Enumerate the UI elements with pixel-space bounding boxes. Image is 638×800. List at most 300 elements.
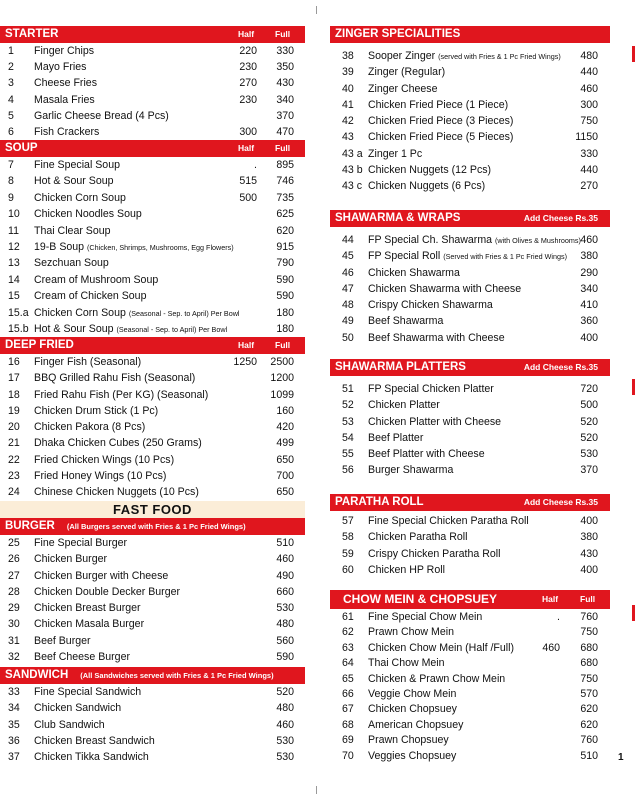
menu-item-row: [0, 223, 305, 239]
menu-item-row: [330, 414, 610, 430]
section-header: [330, 210, 610, 227]
item-name-text: Beef Burger: [34, 634, 91, 647]
full-price: 700: [276, 470, 294, 483]
item-name-text: Chicken Breast Sandwich: [34, 734, 155, 747]
item-number: 9: [8, 191, 14, 204]
full-price: 490: [276, 569, 294, 582]
item-number: 16: [8, 356, 20, 368]
item-name: [368, 687, 456, 702]
item-name: [34, 403, 158, 419]
item-name-text: Burger Shawarma: [368, 464, 454, 477]
item-number: 8: [8, 175, 14, 188]
item-name-text: Cream of Chicken Soup: [34, 290, 147, 303]
item-name: [368, 610, 482, 625]
item-number: 49: [342, 315, 354, 328]
menu-item-row: [330, 641, 610, 656]
full-price: 330: [276, 45, 294, 57]
full-price: 480: [276, 702, 294, 715]
item-name-text: Zinger (Regular): [368, 66, 446, 79]
menu-item-row: [0, 354, 305, 370]
section-header: [330, 26, 610, 43]
item-number: 62: [342, 626, 354, 639]
item-name: [34, 733, 155, 749]
full-price: 460: [580, 234, 598, 246]
full-price: 499: [276, 437, 294, 450]
menu-item-row: [330, 281, 610, 297]
full-price: 520: [580, 431, 598, 444]
menu-item-row: [330, 513, 610, 529]
item-number: 32: [8, 651, 20, 664]
full-price: 530: [276, 602, 294, 615]
item-name: [368, 178, 485, 194]
item-number: 60: [342, 563, 354, 576]
item-number: 14: [8, 273, 20, 286]
item-name: [34, 255, 109, 271]
menu-item-row: [0, 75, 305, 91]
full-price: 520: [580, 415, 598, 428]
item-name-text: Beef Platter: [368, 431, 424, 444]
menu-item-row: [330, 625, 610, 640]
item-name: [368, 641, 514, 656]
full-price: 750: [580, 115, 598, 128]
full-price: 360: [580, 315, 598, 328]
full-price: 625: [276, 208, 294, 221]
menu-item-row: [330, 430, 610, 446]
item-name: [34, 600, 141, 616]
add-cheese-note: Add Cheese Rs.35: [523, 497, 598, 507]
item-name: [34, 288, 146, 304]
menu-item-row: [0, 173, 305, 189]
menu-item-row: [0, 633, 305, 649]
item-name-text: Hot & Sour Soup: [34, 175, 114, 188]
full-price: 180: [276, 306, 294, 319]
item-name: [368, 462, 453, 478]
item-name-text: Chicken Double Decker Burger: [34, 585, 181, 598]
platters-section: [330, 359, 610, 479]
full-price: 520: [276, 686, 294, 698]
item-name: [34, 206, 142, 222]
item-name: [34, 568, 168, 584]
item-name-text: Chicken Shawarma with Cheese: [368, 282, 522, 295]
item-name-text: Veggie Chow Mein: [368, 687, 457, 700]
menu-item-row: [330, 546, 610, 562]
item-name-text: Chicken Corn Soup: [34, 306, 126, 319]
half-label: Half: [238, 340, 255, 350]
item-name: [34, 452, 174, 468]
item-number: 20: [8, 421, 20, 434]
item-number: 66: [342, 687, 354, 700]
menu-item-row: [0, 59, 305, 75]
item-number: 65: [342, 672, 354, 685]
menu-item-row: [0, 584, 305, 600]
item-number: 54: [342, 431, 354, 444]
half-price: 270: [239, 77, 257, 90]
menu-item-row: [330, 718, 610, 733]
item-name-text: Chicken Fried Piece (1 Piece): [368, 98, 509, 111]
item-number: 30: [8, 618, 20, 631]
item-number: 46: [342, 266, 354, 279]
item-number: 12: [8, 240, 20, 253]
fast-food-banner: FAST FOOD: [0, 501, 305, 518]
half-price: 230: [239, 61, 257, 74]
item-name-text: Chicken Pakora (8 Pcs): [34, 421, 146, 434]
full-price: 410: [580, 299, 598, 312]
item-number: 31: [8, 634, 20, 647]
menu-item-row: [330, 248, 610, 264]
menu-item-row: [330, 129, 610, 145]
item-note: (Seasonal - Sep. to April) Per Bowl: [116, 324, 228, 334]
menu-item-row: [330, 113, 610, 129]
menu-item-row: [330, 529, 610, 545]
item-name: [368, 749, 456, 764]
item-name: [34, 173, 114, 189]
item-name-text: Fine Special Sandwich: [34, 686, 142, 698]
item-number: 50: [342, 331, 354, 344]
menu-item-row: [330, 610, 610, 625]
item-name: [34, 305, 240, 322]
menu-item-row: [0, 403, 305, 419]
full-price: 180: [276, 322, 294, 335]
item-number: 15.a: [8, 306, 29, 319]
full-price: 440: [580, 66, 598, 79]
zinger-section: [330, 26, 610, 195]
half-price: 230: [239, 93, 257, 106]
full-price: 530: [580, 448, 598, 461]
full-price: 620: [580, 703, 598, 716]
item-name: [368, 232, 581, 249]
full-price: 430: [580, 547, 598, 560]
item-number: 24: [8, 486, 20, 499]
item-name: [34, 108, 169, 124]
item-number: 44: [342, 234, 354, 246]
item-name-text: Chinese Chicken Nuggets (10 Pcs): [34, 486, 199, 499]
item-name: [368, 113, 513, 129]
menu-item-row: [330, 446, 610, 462]
item-number: 10: [8, 208, 20, 221]
menu-item-row: [0, 452, 305, 468]
menu-item-row: [330, 48, 610, 64]
menu-item-row: [330, 330, 610, 346]
menu-item-row: [330, 733, 610, 748]
item-name-text: Zinger 1 Pc: [368, 147, 423, 160]
item-name-text: Veggies Chopsuey: [368, 749, 457, 762]
menu-item-row: [330, 162, 610, 178]
item-name-text: Chicken Drum Stick (1 Pc): [34, 404, 159, 417]
item-name-text: Dhaka Chicken Cubes (250 Grams): [34, 437, 202, 450]
item-name-text: Garlic Cheese Bread (4 Pcs): [34, 109, 169, 122]
item-name-text: 19-B Soup: [34, 240, 85, 253]
menu-item-row: [0, 684, 305, 700]
item-number: 51: [342, 383, 354, 395]
menu-item-row: [0, 435, 305, 451]
item-name-text: Chicken Nuggets (12 Pcs): [368, 164, 492, 177]
item-number: 63: [342, 641, 354, 654]
item-number: 5: [8, 109, 14, 122]
item-number: 29: [8, 602, 20, 615]
full-price: 680: [580, 641, 598, 654]
sandwich-section: [0, 667, 305, 765]
section-header: [330, 359, 610, 376]
item-number: 43: [342, 131, 354, 144]
half-price: 460: [542, 641, 560, 654]
full-price: 440: [580, 164, 598, 177]
full-price: 500: [580, 399, 598, 412]
menu-item-row: [0, 370, 305, 386]
full-price: 750: [580, 626, 598, 639]
item-name-text: Chicken Fried Piece (3 Pieces): [368, 115, 514, 128]
menu-item-row: [0, 468, 305, 484]
full-price: 380: [580, 250, 598, 263]
item-name-text: Prawn Chow Mein: [368, 626, 454, 639]
shawarma-section: [330, 210, 610, 346]
item-name-text: Crispy Chicken Paratha Roll: [368, 547, 501, 560]
item-number: 19: [8, 404, 20, 417]
crop-mark: [316, 786, 317, 794]
item-name: [368, 381, 494, 397]
menu-item-row: [330, 749, 610, 764]
full-price: 915: [276, 240, 294, 253]
edge-mark: [632, 605, 635, 621]
item-number: 11: [8, 224, 19, 237]
item-name: [368, 625, 454, 640]
item-note: (Seasonal - Sep. to April) Per Bowl: [128, 308, 240, 318]
item-name: [368, 265, 460, 281]
full-price: 1200: [270, 372, 294, 385]
item-name: [34, 468, 166, 484]
item-number: 36: [8, 734, 20, 747]
full-price: 895: [276, 159, 294, 171]
item-name-text: Mayo Fries: [34, 61, 87, 74]
full-price: 400: [580, 515, 598, 527]
full-price: 420: [276, 421, 294, 434]
item-name-text: Fried Chicken Wings (10 Pcs): [34, 453, 175, 466]
full-price: 650: [276, 453, 294, 466]
paratha-section: [330, 494, 610, 578]
item-name: [34, 749, 149, 765]
section-title: SHAWARMA PLATTERS: [335, 361, 466, 373]
item-name: [368, 297, 493, 313]
item-number: 40: [342, 82, 354, 95]
item-number: 13: [8, 257, 20, 270]
full-price: 290: [580, 266, 598, 279]
full-price: 680: [580, 657, 598, 670]
item-name: [34, 43, 94, 59]
item-name-text: Chicken Burger: [34, 553, 108, 566]
item-name: [368, 562, 445, 578]
menu-item-row: [330, 562, 610, 578]
item-name-text: Fine Special Burger: [34, 537, 128, 549]
chowmein-section: [330, 590, 610, 764]
item-name: [368, 546, 500, 562]
edge-mark: [632, 379, 635, 395]
menu-item-row: [0, 484, 305, 500]
menu-item-row: [330, 672, 610, 687]
full-label: Full: [275, 340, 291, 350]
item-name: [34, 239, 234, 256]
item-number: 70: [342, 749, 354, 762]
section-title: PARATHA ROLL: [335, 496, 424, 508]
item-name: [34, 717, 105, 733]
item-name-text: Fine Special Soup: [34, 159, 120, 171]
half-price: 300: [239, 125, 257, 138]
menu-item-row: [330, 656, 610, 671]
item-name: [368, 446, 485, 462]
section-note: (All Sandwiches served with Fries & 1 Pc Fried Wings): [80, 671, 274, 680]
full-price: 510: [276, 537, 294, 549]
menu-item-row: [330, 265, 610, 281]
full-price: 620: [580, 718, 598, 731]
menu-item-row: [330, 397, 610, 413]
item-name: [368, 248, 567, 265]
item-name-text: BBQ Grilled Rahu Fish (Seasonal): [34, 372, 196, 385]
full-price: 570: [580, 687, 598, 700]
item-name: [34, 370, 195, 386]
section-title: DEEP FRIED: [5, 339, 74, 351]
item-name: [368, 81, 438, 97]
full-price: 400: [580, 331, 598, 344]
half-label: Half: [542, 594, 559, 604]
item-number: 4: [8, 93, 14, 106]
full-price: 560: [276, 634, 294, 647]
menu-item-row: [0, 108, 305, 124]
item-name: [368, 97, 508, 113]
section-title: SOUP: [5, 142, 38, 154]
item-name-text: Chicken Noodles Soup: [34, 208, 142, 221]
item-name: [34, 684, 141, 700]
full-price: 370: [276, 109, 294, 122]
half-label: Half: [238, 143, 255, 153]
item-name: [368, 513, 529, 529]
item-name: [368, 656, 445, 671]
item-name-text: American Chopsuey: [368, 718, 464, 731]
item-number: 3: [8, 77, 14, 90]
menu-item-row: [330, 702, 610, 717]
item-name: [34, 387, 208, 403]
add-cheese-note: Add Cheese Rs.35: [523, 362, 598, 372]
item-name: [34, 484, 199, 500]
item-name: [368, 397, 440, 413]
full-price: 590: [276, 651, 294, 664]
item-name-text: Thai Clear Soup: [34, 224, 111, 237]
item-name: [34, 551, 107, 567]
menu-item-row: [330, 178, 610, 194]
item-note: (Served with Fries & 1 Pc Fried Wings): [443, 252, 568, 262]
section-title: SHAWARMA & WRAPS: [335, 212, 461, 224]
item-number: 56: [342, 464, 354, 477]
menu-item-row: [0, 239, 305, 255]
item-name-text: Chicken Sandwich: [34, 702, 122, 715]
menu-item-row: [0, 568, 305, 584]
item-number: 34: [8, 702, 20, 715]
item-name: [34, 92, 95, 108]
menu-item-row: [0, 733, 305, 749]
full-price: 530: [276, 751, 294, 764]
full-price: 510: [580, 749, 598, 762]
item-number: 15.b: [8, 322, 29, 335]
menu-item-row: [0, 717, 305, 733]
full-price: 590: [276, 290, 294, 303]
item-number: 48: [342, 299, 354, 312]
menu-item-row: [0, 305, 305, 321]
full-price: 300: [580, 98, 598, 111]
item-name: [34, 124, 99, 140]
item-name: [34, 633, 91, 649]
item-name-text: Thai Chow Mein: [368, 657, 445, 670]
section-header: [0, 667, 305, 684]
item-number: 6: [8, 125, 14, 138]
item-name: [34, 649, 130, 665]
item-name-text: Chicken Fried Piece (5 Pieces): [368, 131, 514, 144]
item-name: [368, 702, 457, 717]
item-number: 18: [8, 388, 20, 401]
menu-item-row: [0, 749, 305, 765]
item-name: [368, 162, 491, 178]
item-number: 53: [342, 415, 354, 428]
item-name-text: Chicken Platter: [368, 399, 440, 412]
item-note: (with Olives & Mushrooms): [495, 236, 581, 245]
full-price: 340: [276, 93, 294, 106]
item-name-text: Chicken Chopsuey: [368, 703, 457, 716]
item-name-text: FP Special Roll: [368, 250, 441, 263]
item-name: [368, 733, 449, 748]
item-number: 43 c: [342, 180, 363, 193]
section-title: ZINGER SPECIALITIES: [335, 28, 461, 40]
item-name: [368, 281, 521, 297]
item-name: [34, 354, 141, 370]
item-name: [368, 48, 561, 65]
full-price: 160: [276, 404, 294, 417]
item-name-text: Fine Special Chow Mein: [368, 611, 483, 623]
item-number: 15: [8, 290, 20, 303]
item-name-text: Finger Chips: [34, 45, 95, 57]
full-price: 2500: [270, 356, 294, 368]
item-name: [368, 64, 445, 80]
item-name: [368, 129, 513, 145]
item-number: 41: [342, 98, 354, 111]
item-name-text: FP Special Chicken Platter: [368, 383, 494, 395]
menu-item-row: [0, 616, 305, 632]
item-number: 28: [8, 585, 20, 598]
item-name: [34, 321, 227, 338]
item-name: [34, 190, 126, 206]
full-price: 460: [276, 553, 294, 566]
item-name-text: Fried Honey Wings (10 Pcs): [34, 470, 167, 483]
item-name-text: Chicken Chow Mein (Half /Full): [368, 641, 515, 654]
item-name: [368, 414, 501, 430]
menu-item-row: [0, 157, 305, 173]
deepfried-section: [0, 337, 305, 501]
item-note: (Chicken, Shrimps, Mushrooms, Egg Flowers): [87, 242, 234, 252]
burger-section: [0, 518, 305, 665]
half-price: 500: [239, 191, 257, 204]
menu-item-row: [0, 190, 305, 206]
item-name-text: Sooper Zinger: [368, 50, 436, 62]
menu-item-row: [0, 551, 305, 567]
full-price: 720: [580, 383, 598, 395]
item-name: [368, 313, 443, 329]
menu-item-row: [330, 297, 610, 313]
full-price: 750: [580, 672, 598, 685]
item-name: [34, 223, 111, 239]
item-name: [368, 529, 468, 545]
item-name-text: Chicken Platter with Cheese: [368, 415, 502, 428]
item-name-text: Cream of Mushroom Soup: [34, 273, 159, 286]
item-name-text: Chicken Tikka Sandwich: [34, 751, 149, 764]
item-name: [368, 430, 423, 446]
item-name-text: Chicken Corn Soup: [34, 191, 126, 204]
item-number: 38: [342, 50, 354, 62]
menu-item-row: [0, 535, 305, 551]
